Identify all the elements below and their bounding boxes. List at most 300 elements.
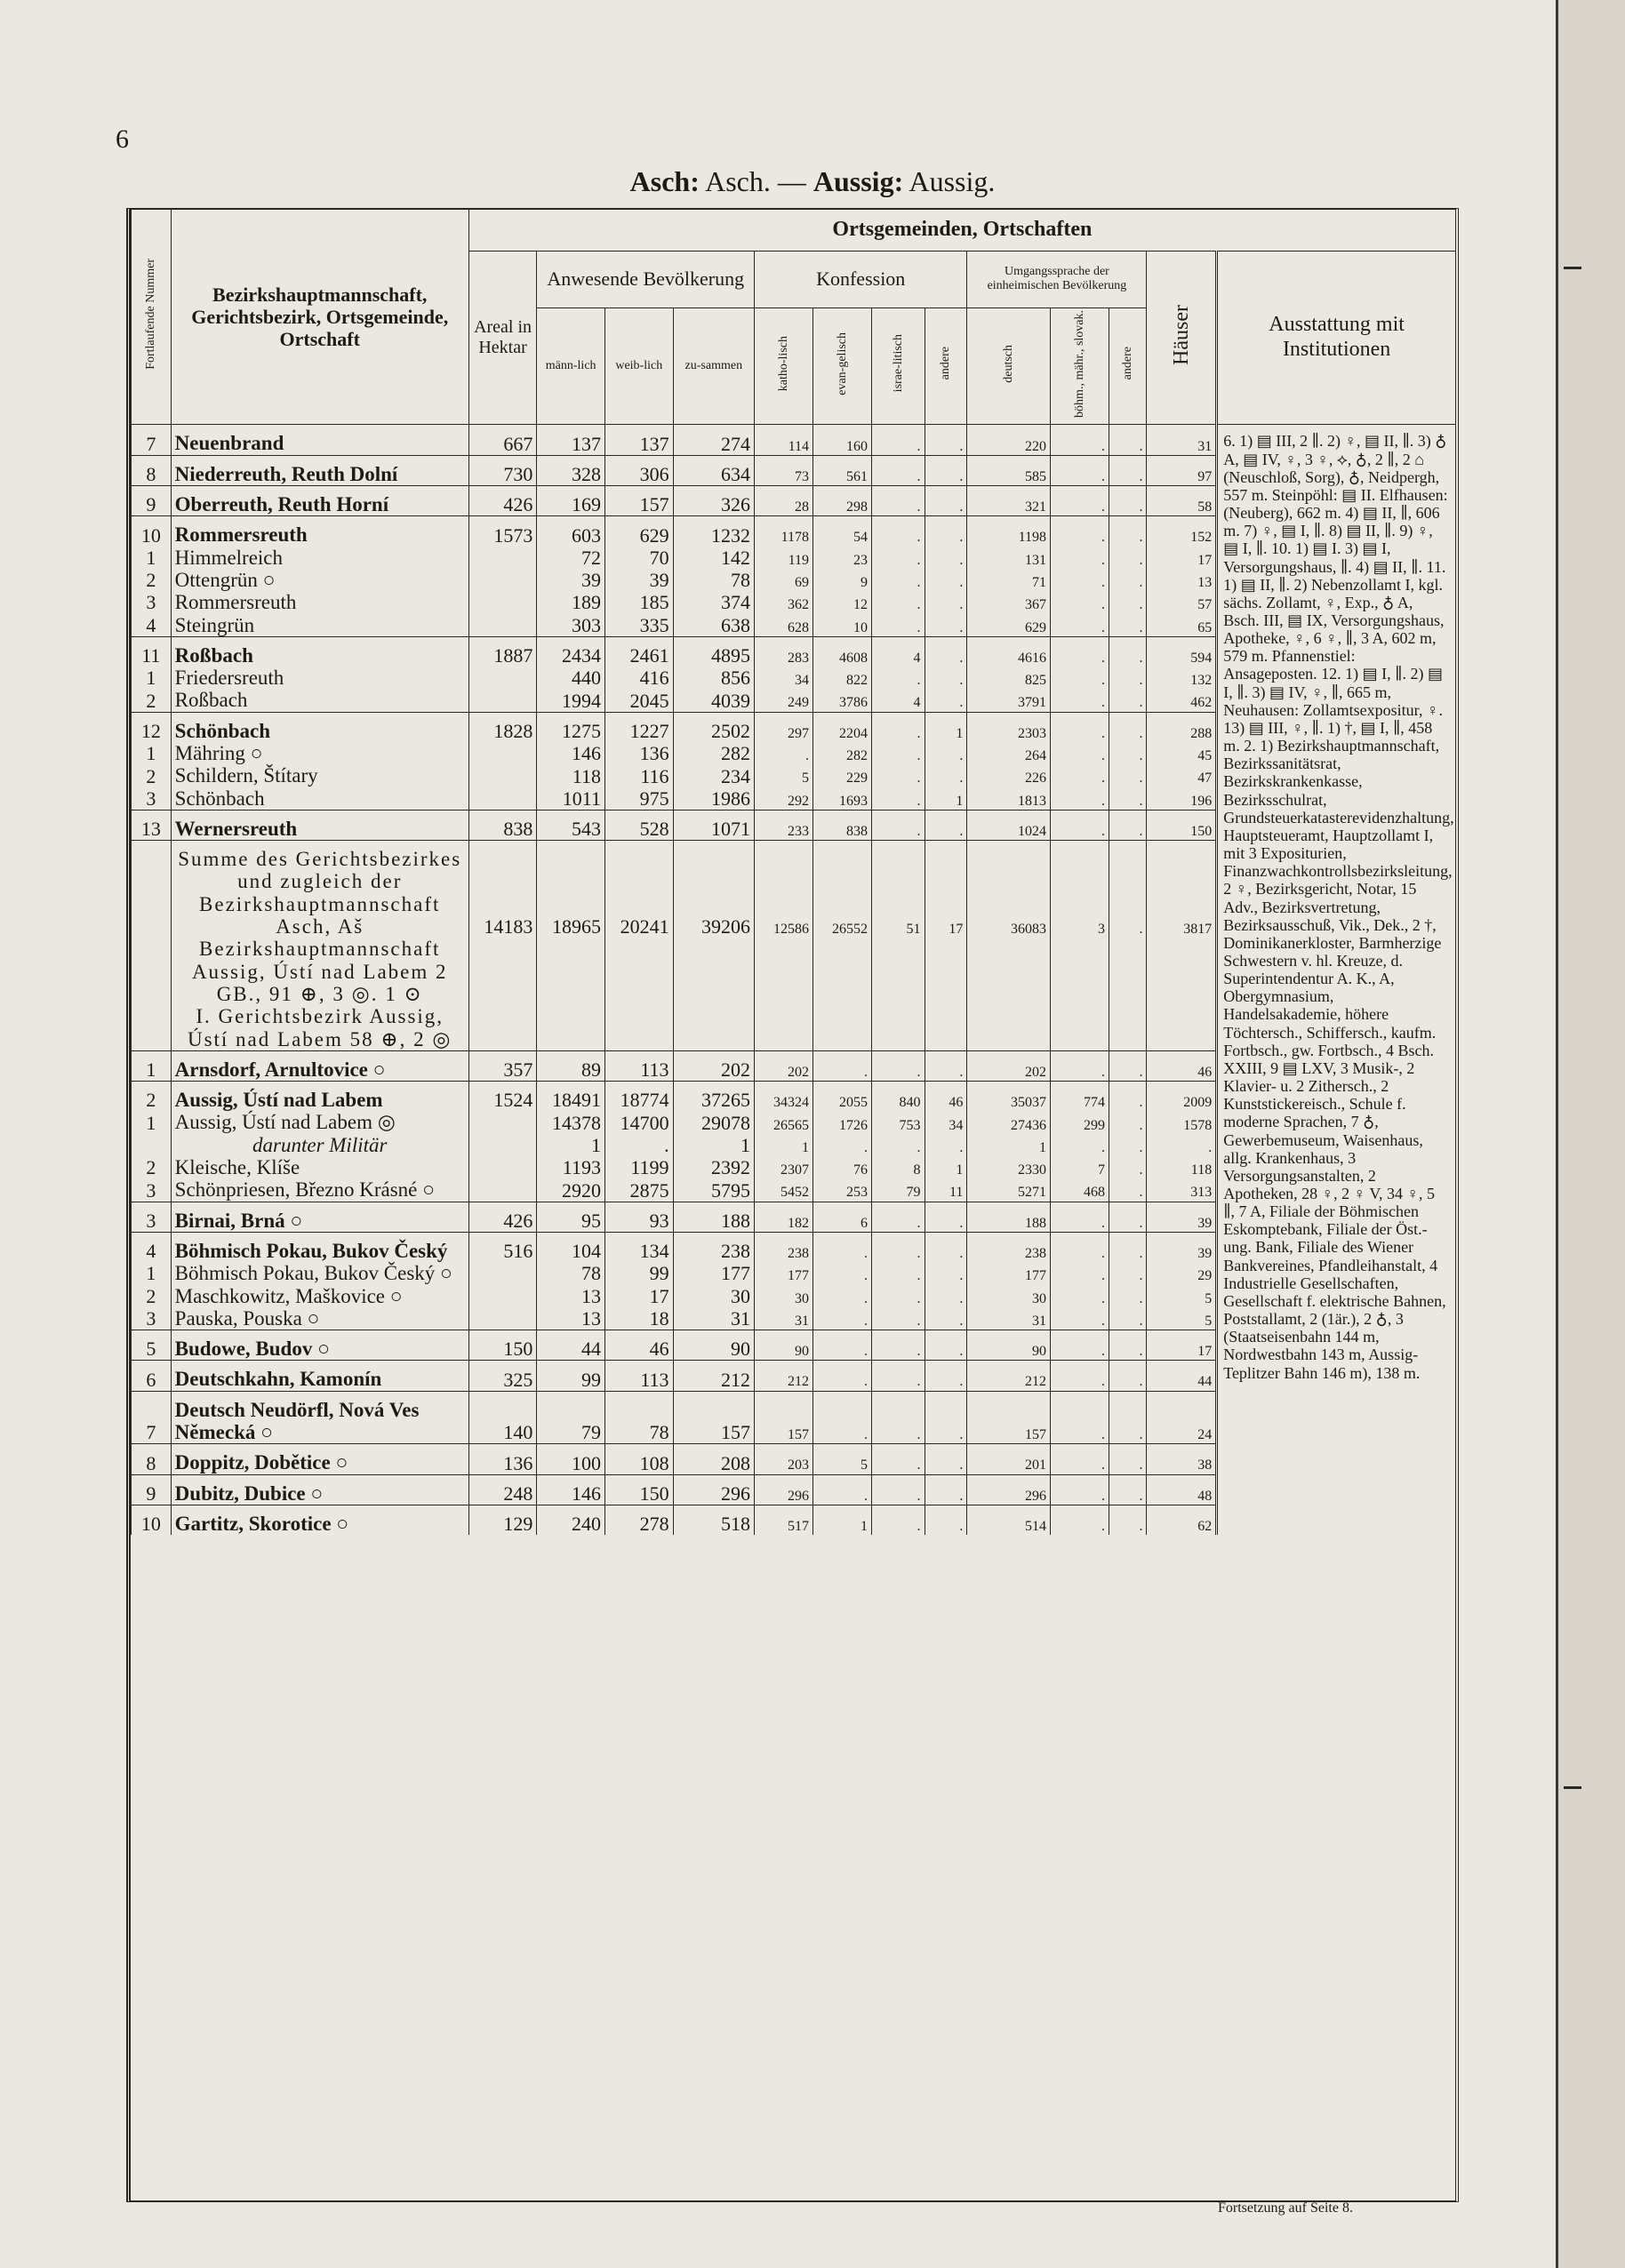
cell-ev: 12 (813, 591, 872, 613)
cell-isr: . (871, 1050, 925, 1081)
cell-m: 95 (537, 1202, 605, 1232)
cell-and1: . (925, 636, 967, 667)
cell-and2: . (1109, 547, 1147, 569)
cell-kath: 114 (755, 425, 813, 455)
cell-de: 629 (967, 614, 1051, 637)
cell-ev: . (813, 1232, 872, 1262)
cell-h: 45 (1147, 742, 1217, 764)
cell-ev: 26552 (813, 841, 872, 938)
cell-m: 303 (537, 614, 605, 637)
cell-f: . (604, 1134, 673, 1156)
cell-f: 134 (604, 1232, 673, 1262)
cell-ev: 9 (813, 569, 872, 591)
cell-isr (871, 1005, 925, 1050)
cell-t: 4039 (673, 689, 754, 712)
row-number: 10 (132, 516, 172, 547)
cell-m: 146 (537, 1474, 605, 1505)
cell-kath: 31 (755, 1307, 813, 1330)
cell-area (468, 1307, 537, 1330)
cell-and2: . (1109, 689, 1147, 712)
cell-m: 89 (537, 1050, 605, 1081)
cell-de: 1198 (967, 516, 1051, 547)
place-name: Schildern, Štítary (171, 764, 468, 787)
cell-t: 142 (673, 547, 754, 569)
place-name: Schönbach (171, 712, 468, 742)
title-part-b: Aussig. (909, 165, 996, 197)
row-number: 8 (132, 455, 172, 485)
cell-ev: 229 (813, 764, 872, 787)
place-name: Bezirkshauptmannschaft Aussig, Ústí nad Labem 2 GB., 91 ⊕, 3 ◎. 1 ⊙ (171, 938, 468, 1005)
cell-f: 1199 (604, 1156, 673, 1178)
cell-area: 150 (468, 1330, 537, 1361)
cell-t: 188 (673, 1202, 754, 1232)
row-number: 3 (132, 591, 172, 613)
cell-isr: 753 (871, 1111, 925, 1133)
cell-cz: . (1050, 667, 1109, 689)
row-number: 5 (132, 1330, 172, 1361)
cell-h: 24 (1147, 1391, 1217, 1444)
cell-cz: . (1050, 614, 1109, 637)
cell-h: 594 (1147, 636, 1217, 667)
cell-and2: . (1109, 810, 1147, 840)
cell-cz: 7 (1050, 1156, 1109, 1178)
cell-isr: 51 (871, 841, 925, 938)
cell-ev: 3786 (813, 689, 872, 712)
cell-cz: . (1050, 689, 1109, 712)
cell-m: 169 (537, 486, 605, 516)
place-name: Aussig, Ústí nad Labem ◎ (171, 1111, 468, 1133)
cell-t: 1232 (673, 516, 754, 547)
cell-de: 202 (967, 1050, 1051, 1081)
cell-isr: . (871, 425, 925, 455)
cell-kath: 177 (755, 1262, 813, 1284)
cell-kath: 69 (755, 569, 813, 591)
cell-isr: . (871, 1361, 925, 1391)
place-name: Deutsch Neudörfl, Nová Ves Německá ○ (171, 1391, 468, 1444)
cell-kath: 157 (755, 1391, 813, 1444)
cell-isr: . (871, 810, 925, 840)
cell-f: 46 (604, 1330, 673, 1361)
place-name: Maschkowitz, Maškovice ○ (171, 1285, 468, 1307)
cell-isr: . (871, 1134, 925, 1156)
cell-t: 634 (673, 455, 754, 485)
cell-t: 37265 (673, 1082, 754, 1112)
cell-h: 5 (1147, 1285, 1217, 1307)
cell-de (967, 938, 1051, 1005)
cell-cz: . (1050, 1232, 1109, 1262)
cell-cz: . (1050, 1285, 1109, 1307)
cell-t: 157 (673, 1391, 754, 1444)
cell-cz: . (1050, 425, 1109, 455)
cell-de: 90 (967, 1330, 1051, 1361)
cell-cz: . (1050, 547, 1109, 569)
row-number: 1 (132, 1050, 172, 1081)
cell-f (604, 938, 673, 1005)
cell-kath: 5 (755, 764, 813, 787)
cell-f: 150 (604, 1474, 673, 1505)
cell-f: 2461 (604, 636, 673, 667)
cell-cz (1050, 938, 1109, 1005)
cell-m (537, 1005, 605, 1050)
header-other-confession: andere (925, 307, 967, 425)
row-number: 3 (132, 787, 172, 811)
cell-isr: . (871, 1391, 925, 1444)
cell-ev: 2055 (813, 1082, 872, 1112)
cell-de: 201 (967, 1444, 1051, 1474)
cell-ev: 4608 (813, 636, 872, 667)
cell-t: 90 (673, 1330, 754, 1361)
cell-ev: 561 (813, 455, 872, 485)
cell-de: 1024 (967, 810, 1051, 840)
cell-cz: . (1050, 1050, 1109, 1081)
institutions-column: 6. 1) ▤ III, 2 ∥. 2) ♀, ▤ II, ∥. 3) ♁ A, ▤ IV, ♀, 3 ♀, ⟡, ♁, 2 ∥, 2 ⌂ (Neuschloß, Sorg), ♁, Neidpergh, 557 m. Steinpöhl: ▤ II. Elfhausen: (Neuberg), 662 m. 4) ▤ II, ∥, 606 m. 7) ♀, ▤ I, ∥. 8) ▤ II, ∥. 9) ♀, ▤ I, ∥. 10. 1) ▤ I. 3) ▤ I, Versorgungshaus, ∥. 4) ▤ II, ∥. 11. 1) ▤ II, ∥. 2) Nebenzollamt I, kgl. sächs. Zollamt, ♀, Exp., ♁ A, Bsch. III, ▤ IX, Versorgungshaus, Apotheke, ♀, 6 ♀, ∥, 3 A, 602 m, 579 m. Pfannenstiel: Ansageposten. 12. 1) ▤ I, ∥. 2) ▤ I, ∥. 3) ▤ IV, ♀, ∥, 665 m, Neuhausen: Zollamtsexpositur, ♀. 13) ▤ III, ♀, ∥. 1) †, ▤ I, ∥, 458 m. 2. 1) Bezirkshauptmannschaft, Bezirkssanitätsrat, Bezirkskrankenkasse, Bezirksschulrat, Grundsteuerkatasterevidenzhaltung, Hauptsteueramt, Hauptzollamt I, mit 3 Expositurien, Finanzwachkontrollsbezirksleitung, 2 ♀, Bezirksgericht, Notar, 15 Adv., Bezirksvertretung, Bezirksausschuß, Vik., Dek., 2 †, Dominikanerkloster, Barmherzige Schwestern v. hl. Kreuze, d. Superintendentur A. K., A, Obergymnasium, Handelsakademie, höhere Töchtersch., Schiffersch., kaufm. Fortbsch., gw. Fortbsch., 4 Bsch. XXIII, 9 ▤ LXV, 3 Musik-, 2 Klavier- u. 2 Zithersch., 2 Kunststickereisch., Schule f. moderne Sprachen, 7 ♁, Gewerbemuseum, Waisenhaus, allg. Krankenhaus, 3 Versorgungsanstalten, 2 Apotheken, 28 ♀, 2 ♀ V, 34 ♀, 5 ∥, 7 A, Filiale der Böhmischen Eskomptebank, Filiale der Öst.-ung. Bank, Filiale des Wiener Bankvereines, Pfandleihanstalt, 4 Industrielle Gesellschaften, Gesellschaft f. elektrische Bahnen, Poststallamt, 2 (1är.), 2 ♁, 3 (Staatseisenbahn 144 m, Nordwestbahn 143 m, Aussig-Teplitzer Bahn 146 m), 138 m. (1217, 425, 1455, 1535)
cell-cz: . (1050, 636, 1109, 667)
cell-cz: . (1050, 591, 1109, 613)
place-name: Roßbach (171, 636, 468, 667)
cell-and1: 11 (925, 1178, 967, 1202)
cell-ev: 1693 (813, 787, 872, 811)
cell-m: 240 (537, 1505, 605, 1535)
cell-cz: . (1050, 1444, 1109, 1474)
cell-t: 374 (673, 591, 754, 613)
place-name: Friedersreuth (171, 667, 468, 689)
cell-and2: . (1109, 1474, 1147, 1505)
cell-de: 188 (967, 1202, 1051, 1232)
cell-and1 (925, 938, 967, 1005)
cell-m: 79 (537, 1391, 605, 1444)
cell-kath: . (755, 742, 813, 764)
cell-kath: 1178 (755, 516, 813, 547)
cell-t: 274 (673, 425, 754, 455)
cell-and2: . (1109, 1505, 1147, 1535)
title-part-b-bold: Aussig: (812, 165, 904, 197)
cell-cz: . (1050, 1391, 1109, 1444)
cell-and1: . (925, 486, 967, 516)
cell-ev: 54 (813, 516, 872, 547)
cell-t: 4895 (673, 636, 754, 667)
header-institutions: Ausstattung mit Institutionen (1217, 251, 1455, 425)
cell-cz: 3 (1050, 841, 1109, 938)
header-population: Anwesende Bevölkerung (537, 251, 755, 307)
cell-f: 17 (604, 1285, 673, 1307)
cell-h: 152 (1147, 516, 1217, 547)
cell-kath: 517 (755, 1505, 813, 1535)
cell-and2: . (1109, 1444, 1147, 1474)
cell-m: 39 (537, 569, 605, 591)
cell-f: 306 (604, 455, 673, 485)
place-name: Böhmisch Pokau, Bukov Český ○ (171, 1262, 468, 1284)
cell-area: 1887 (468, 636, 537, 667)
cell-area: 838 (468, 810, 537, 840)
cell-and1: . (925, 1262, 967, 1284)
header-area: Areal in Hektar (468, 251, 537, 425)
cell-t: 30 (673, 1285, 754, 1307)
cell-f: 335 (604, 614, 673, 637)
cell-de: 31 (967, 1307, 1051, 1330)
table-body (132, 425, 1456, 1535)
cell-m: 13 (537, 1307, 605, 1330)
cell-area: 357 (468, 1050, 537, 1081)
cell-f: 18 (604, 1307, 673, 1330)
cell-h: 39 (1147, 1202, 1217, 1232)
header-houses: Häuser (1147, 251, 1217, 425)
cell-cz: . (1050, 1330, 1109, 1361)
cell-isr: . (871, 516, 925, 547)
cell-ev: . (813, 1285, 872, 1307)
cell-and1: . (925, 455, 967, 485)
cell-kath: 233 (755, 810, 813, 840)
cell-area (468, 1156, 537, 1178)
cell-and2: . (1109, 667, 1147, 689)
cell-m: 72 (537, 547, 605, 569)
cell-area: 325 (468, 1361, 537, 1391)
cell-f: 528 (604, 810, 673, 840)
cell-isr: 8 (871, 1156, 925, 1178)
cell-t: 518 (673, 1505, 754, 1535)
cell-m: 18491 (537, 1082, 605, 1112)
cell-and2: . (1109, 455, 1147, 485)
cell-area: 1573 (468, 516, 537, 547)
cell-h: 462 (1147, 689, 1217, 712)
row-number: 13 (132, 810, 172, 840)
cell-t (673, 938, 754, 1005)
cell-m: 14378 (537, 1111, 605, 1133)
cell-isr: 79 (871, 1178, 925, 1202)
row-number: 3 (132, 1202, 172, 1232)
cell-de: 367 (967, 591, 1051, 613)
cell-area (468, 1111, 537, 1133)
cell-de: 825 (967, 667, 1051, 689)
cell-isr: . (871, 614, 925, 637)
cell-t: 234 (673, 764, 754, 787)
cell-kath: 34324 (755, 1082, 813, 1112)
cell-m: 543 (537, 810, 605, 840)
cell-and1 (925, 1005, 967, 1050)
cell-h: 57 (1147, 591, 1217, 613)
place-name: Schönbach (171, 787, 468, 811)
place-name: Himmelreich (171, 547, 468, 569)
facing-page-rule (1564, 267, 1581, 285)
cell-m: 118 (537, 764, 605, 787)
cell-and1: . (925, 614, 967, 637)
cell-isr: 4 (871, 636, 925, 667)
cell-and2: . (1109, 636, 1147, 667)
cell-area (468, 1285, 537, 1307)
cell-ev: 76 (813, 1156, 872, 1178)
cell-t: 2392 (673, 1156, 754, 1178)
cell-area (468, 1134, 537, 1156)
cell-area (468, 614, 537, 637)
cell-and1: 17 (925, 841, 967, 938)
place-name: Doppitz, Dobětice ○ (171, 1444, 468, 1474)
cell-area (468, 742, 537, 764)
cell-isr: . (871, 1232, 925, 1262)
cell-m: 18965 (537, 841, 605, 938)
cell-h: 62 (1147, 1505, 1217, 1535)
cell-kath: 202 (755, 1050, 813, 1081)
place-name: Deutschkahn, Kamonín (171, 1361, 468, 1391)
cell-m: 328 (537, 455, 605, 485)
cell-de: 2303 (967, 712, 1051, 742)
cell-isr: . (871, 591, 925, 613)
cell-ev: 253 (813, 1178, 872, 1202)
cell-m: 1011 (537, 787, 605, 811)
cell-cz: . (1050, 1505, 1109, 1535)
cell-ev: . (813, 1330, 872, 1361)
row-number: 3 (132, 1307, 172, 1330)
cell-t: 202 (673, 1050, 754, 1081)
cell-kath: 296 (755, 1474, 813, 1505)
cell-f: 278 (604, 1505, 673, 1535)
cell-isr: . (871, 787, 925, 811)
cell-de: 4616 (967, 636, 1051, 667)
cell-isr (871, 938, 925, 1005)
row-number: 6 (132, 1361, 172, 1391)
cell-kath: 28 (755, 486, 813, 516)
cell-kath: 90 (755, 1330, 813, 1361)
cell-h: 13 (1147, 569, 1217, 591)
cell-and2: . (1109, 425, 1147, 455)
cell-h: 17 (1147, 547, 1217, 569)
cell-de: 5271 (967, 1178, 1051, 1202)
cell-m: 189 (537, 591, 605, 613)
row-number: 4 (132, 614, 172, 637)
cell-t: 2502 (673, 712, 754, 742)
cell-de: 264 (967, 742, 1051, 764)
cell-f: 1227 (604, 712, 673, 742)
cell-cz: . (1050, 1307, 1109, 1330)
cell-isr: . (871, 1307, 925, 1330)
title-part-a-bold: Asch: (629, 165, 700, 197)
cell-t: 1986 (673, 787, 754, 811)
cell-f: 157 (604, 486, 673, 516)
cell-ev: 10 (813, 614, 872, 637)
cell-h (1147, 1005, 1217, 1050)
cell-t: 5795 (673, 1178, 754, 1202)
row-number: 2 (132, 569, 172, 591)
cell-t: 1 (673, 1134, 754, 1156)
cell-isr: . (871, 1330, 925, 1361)
header-evangelic: evan-gelisch (813, 307, 872, 425)
cell-ev: . (813, 1474, 872, 1505)
row-number (132, 841, 172, 938)
place-name: Oberreuth, Reuth Horní (171, 486, 468, 516)
cell-m: 1 (537, 1134, 605, 1156)
cell-f: 136 (604, 742, 673, 764)
cell-ev (813, 1005, 872, 1050)
row-number: 3 (132, 1178, 172, 1202)
cell-kath: 203 (755, 1444, 813, 1474)
cell-de: 3791 (967, 689, 1051, 712)
cell-and2: . (1109, 764, 1147, 787)
cell-ev: 298 (813, 486, 872, 516)
running-title (0, 165, 1625, 198)
cell-kath: 297 (755, 712, 813, 742)
cell-area: 129 (468, 1505, 537, 1535)
cell-cz: . (1050, 455, 1109, 485)
cell-kath: 119 (755, 547, 813, 569)
cell-isr: . (871, 712, 925, 742)
cell-cz: . (1050, 1202, 1109, 1232)
cell-f: 2875 (604, 1178, 673, 1202)
cell-f: 93 (604, 1202, 673, 1232)
title-part-a: Asch. (705, 165, 771, 197)
cell-area: 730 (468, 455, 537, 485)
title-separator: — (777, 165, 806, 197)
cell-area: 1828 (468, 712, 537, 742)
cell-isr: . (871, 667, 925, 689)
cell-de: 157 (967, 1391, 1051, 1444)
header-german: deutsch (967, 307, 1051, 425)
cell-area (468, 1262, 537, 1284)
cell-ev: . (813, 1262, 872, 1284)
cell-cz: . (1050, 516, 1109, 547)
cell-and1: 1 (925, 712, 967, 742)
continuation-note: Fortsetzung auf Seite 8. (1218, 2200, 1353, 2216)
cell-and1: . (925, 810, 967, 840)
cell-m: 104 (537, 1232, 605, 1262)
cell-and2: . (1109, 1285, 1147, 1307)
cell-h: 150 (1147, 810, 1217, 840)
cell-h: 39 (1147, 1232, 1217, 1262)
cell-f: 975 (604, 787, 673, 811)
cell-m (537, 938, 605, 1005)
cell-de: 1813 (967, 787, 1051, 811)
cell-kath: 182 (755, 1202, 813, 1232)
cell-and1: 34 (925, 1111, 967, 1133)
cell-de: 35037 (967, 1082, 1051, 1112)
row-number: 12 (132, 712, 172, 742)
cell-area (468, 689, 537, 712)
header-female: weib-lich (604, 307, 673, 425)
cell-and1: . (925, 1361, 967, 1391)
cell-kath: 73 (755, 455, 813, 485)
cell-kath: 1 (755, 1134, 813, 1156)
place-name: Dubitz, Dubice ○ (171, 1474, 468, 1505)
cell-and2: . (1109, 841, 1147, 938)
cell-and2: . (1109, 591, 1147, 613)
cell-ev: 160 (813, 425, 872, 455)
cell-and2: . (1109, 1361, 1147, 1391)
place-name: Rommersreuth (171, 591, 468, 613)
cell-isr: . (871, 742, 925, 764)
cell-kath: 292 (755, 787, 813, 811)
row-number: 1 (132, 742, 172, 764)
cell-cz: 774 (1050, 1082, 1109, 1112)
cell-area (468, 547, 537, 569)
cell-and1: . (925, 1330, 967, 1361)
cell-isr: . (871, 1262, 925, 1284)
cell-area (468, 938, 537, 1005)
cell-h: 65 (1147, 614, 1217, 637)
row-number (132, 1005, 172, 1050)
cell-h: 3817 (1147, 841, 1217, 938)
cell-area: 426 (468, 486, 537, 516)
place-name: Kleische, Klíše (171, 1156, 468, 1178)
cell-kath: 362 (755, 591, 813, 613)
cell-and1: . (925, 516, 967, 547)
cell-h: 196 (1147, 787, 1217, 811)
cell-h: 58 (1147, 486, 1217, 516)
cell-de: 36083 (967, 841, 1051, 938)
cell-cz: 299 (1050, 1111, 1109, 1133)
cell-isr: . (871, 1202, 925, 1232)
cell-de: 226 (967, 764, 1051, 787)
cell-f: 18774 (604, 1082, 673, 1112)
cell-h: 2009 (1147, 1082, 1217, 1112)
header-language: Umgangssprache der einheimischen Bevölkerung (967, 251, 1147, 307)
cell-and2 (1109, 1005, 1147, 1050)
